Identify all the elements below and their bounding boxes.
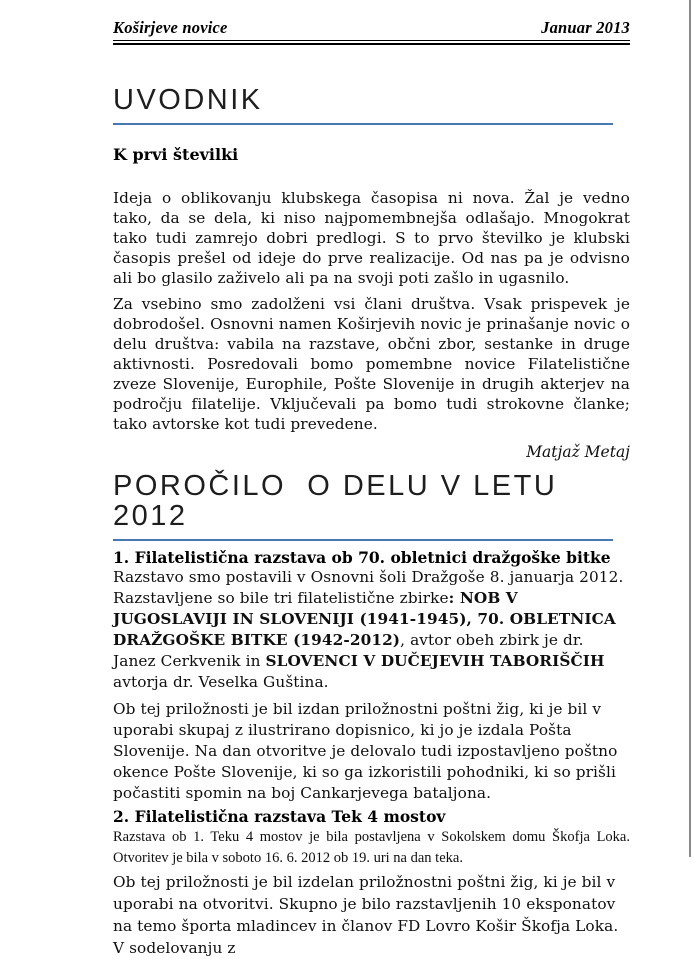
header-double-rule [113,40,630,45]
paragraph-intro-2: Za vsebino smo zadolženi vsi člani društva. Vsak prispevek je dobrodošel. Osnovni namen Koširjevih novic je prinašanje novic o delu društva: vabila na razstave, občni zbor, sestanke in druge aktivnosti. Posredovali bomo pomembne novice Filatelistične zveze Slovenije, Europhile, Pošte Slovenije in drugih akterjev na področju filatelije. Vključevali pa bomo tudi strokovne članke; tako avtorske kot tudi prevedene. [113,295,630,433]
header-title: Koširjeve novice [113,18,228,37]
subheading-k-prvi-stevilki: K prvi številki [113,145,239,164]
document-content [113,0,630,959]
window-edge-line [689,0,691,857]
heading-porocilo: POROČILO O DELU V LETU 2012 [113,470,568,532]
header-date: Januar 2013 [541,18,630,37]
heading-rule-uvodnik [113,123,613,125]
item2-paragraph: Ob tej priložnosti je bil izdelan priložnostni poštni žig, ki je bil v uporabi na otvoritvi. Skupno je bilo razstavljenih 10 eksponatov na temo športa mladincev in članov FD Lovro Košir Škofja Loka. V sodelovanju z [113,873,619,957]
page-header [113,18,630,38]
item1-title: 1. Filatelistična razstava ob 70. obletnici dražgoške bitke [113,548,611,567]
item1-line1: Razstavo smo postavili v Osnovni šoli Dražgoše 8. januarja 2012. [113,568,624,586]
signature-author: Matjaž Metaj [526,443,630,461]
item2-title: 2. Filatelistična razstava Tek 4 mostov [113,807,446,826]
heading-uvodnik: UVODNIK [113,84,263,116]
item1-paragraph: Ob tej priložnosti je bil izdan priložnostni poštni žig, ki je bil v uporabi skupaj z ilustrirano dopisnico, ki jo je izdala Pošta Slovenije. Na dan otvoritve je delovalo tudi izpostavljeno poštno okence Pošte Slovenije, ki so ga izkoristili pohodniki, ki so prišli počastiti spomin na boj Cankarjevega bataljona. [113,700,618,802]
paragraph-intro-1: Ideja o oblikovanju klubskega časopisa ni nova. Žal je vedno tako, da se dela, ki niso najpomembnejša odlašajo. Mnogokrat tako tudi zamrejo dobri predlogi. S to prvo številko je klubski časopis prešel od ideje do prve realizacije. Od nas pa je odvisno ali bo glasilo zaživelo ali pa na svoji poti zašlo in ugasnilo. [113,189,630,287]
item1-rich-paragraph: Razstavljene so bile tri filatelistične zbirke: NOB V JUGOSLAVIJI IN SLOVENIJI (1941-1945), 70. OBLETNICA DRAŽGOŠKE BITKE (1942-2012), avtor obeh zbirk je dr. Janez Cerkvenik in SLOVENCI V DUČEJEVIH TABORIŠČIH avtorja dr. Veselka Guština. [113,589,616,691]
item2-line1: Razstava ob 1. Teku 4 mostov je bila postavljena v Sokolskem domu Škofja Loka. [113,829,630,845]
heading-rule-porocilo [113,539,613,541]
item2-line2: Otvoritev je bila v soboto 16. 6. 2012 ob 19. uri na dan teka. [113,850,463,866]
